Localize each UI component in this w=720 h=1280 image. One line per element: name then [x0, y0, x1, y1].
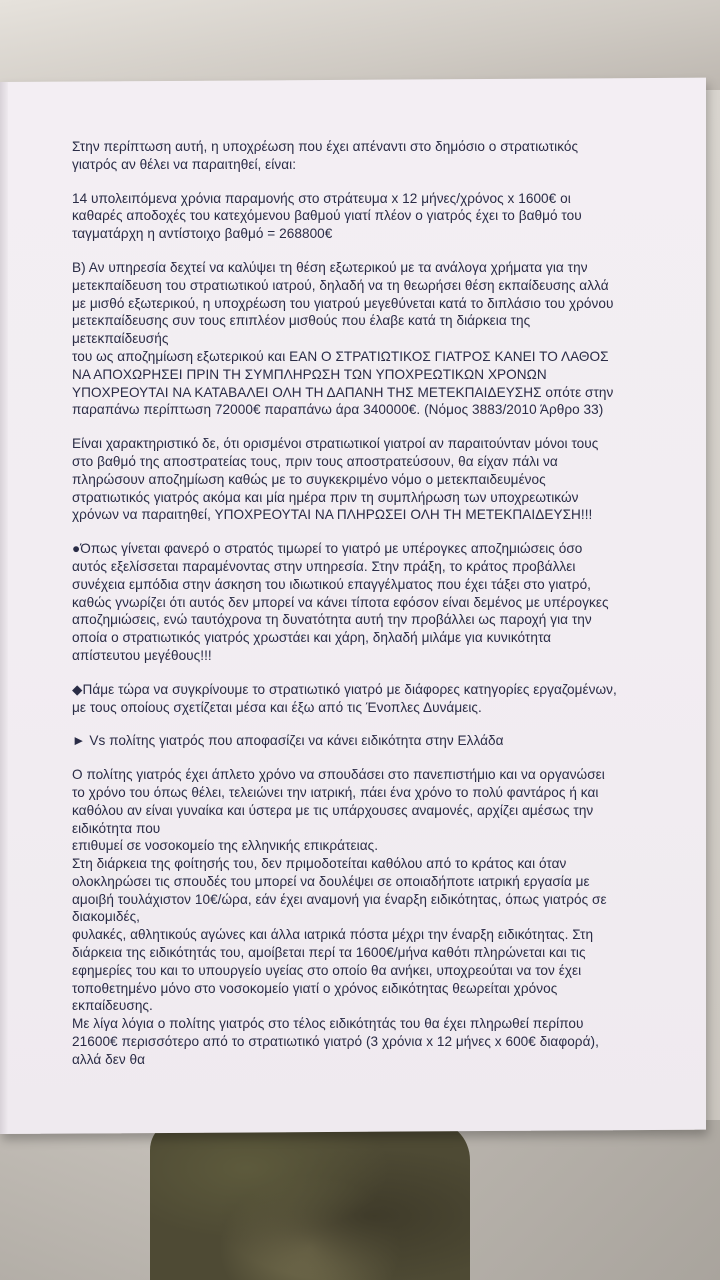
page-edge [0, 82, 8, 1134]
paragraph [72, 681, 682, 717]
text-line: Στη διάρκεια της φοίτησής του, δεν πριμοδοτείται καθόλου από το κράτος και όταν [72, 856, 567, 872]
text-line: Στην περίπτωση αυτή, η υποχρέωση που έχει απέναντι στο δημόσιο ο στρατιωτικός [72, 139, 579, 154]
text-line: καθόλου αν είναι γυναίκα και ύστερα με τις υπάρχουσες αναμονές, αρχίζει αμέσως την [72, 802, 594, 818]
text-line: στο βαθμό της αποστρατείας τους, πριν τους αποστρατεύσουν, θα είχαν πάλι να [72, 453, 558, 469]
text-line: Είναι χαρακτηριστικό δε, ότι ορισμένοι στρατιωτικοί γιατροί αν παραιτούνταν μόνοι τους [72, 436, 599, 452]
background-floor-right [430, 1120, 720, 1280]
text-line: Β) Αν υπηρεσία δεχτεί να καλύψει τη θέση εξωτερικού με τα ανάλογα χρήματα για την [72, 259, 588, 275]
paragraph [72, 766, 682, 1069]
paragraph [72, 138, 682, 174]
text-line: διακομιδές, [72, 909, 140, 925]
background-floor-left [0, 1120, 170, 1280]
text-line: αυτός εξελίσσεται παραμένοντας στην υπηρεσία. Στην πράξη, το κράτος προβάλλει [72, 558, 576, 574]
paragraph [72, 259, 682, 419]
text-line: 14 υπολειπόμενα χρόνια παραμονής στο στράτευμα x 12 μήνες/χρόνος x 1600€ οι [72, 190, 571, 206]
text-line: αποζημιώσεις, ενώ ταυτόχρονα τη δυνατότητα αυτή την προβάλλει ως παροχή για την [72, 612, 592, 628]
text-line: φυλακές, αθλητικούς αγώνες και άλλα ιατρικά πόστα μέχρι την έναρξη ειδικότητας. Στη [72, 927, 594, 943]
text-line: παραπάνω περίπτωση 72000€ παραπάνω άρα 340000€. (Νόμος 3883/2010 Άρθρο 33) [72, 402, 604, 418]
text-line: ●Όπως γίνεται φανερό ο στρατός τιμωρεί το γιατρό με υπέρογκες αποζημιώσεις όσο [72, 541, 583, 557]
paragraph [72, 190, 682, 243]
text-line: μετεκπαίδευσής [72, 331, 169, 347]
text-line: με τους οποίους σχετίζεται μέσα και έξω από τις Ένοπλες Δυνάμεις. [72, 699, 482, 715]
text-line: απίστευτου μεγέθους!!! [72, 647, 212, 663]
text-line: Με λίγα λόγια ο πολίτης γιατρός στο τέλος ειδικότητάς του θα έχει πληρωθεί περίπου [72, 1016, 584, 1032]
text-line: ΥΠΟΧΡΕΟΥΤΑΙ ΝΑ ΚΑΤΑΒΑΛΕΙ ΟΛΗ ΤΗ ΔΑΠΑΝΗ ΤΗΣ ΜΕΤΕΚΠΑΙΔΕΥΣΗΣ οπότε στην [72, 384, 614, 400]
text-line: στρατιωτικός γιατρός ακόμα και μία ημέρα πριν τη συμπλήρωση των υποχρεωτικών [72, 489, 579, 505]
text-line: οποία ο στρατιωτικός γιατρός χρωστάει και χάρη, δηλαδή μιλάμε για κυνικότητα [72, 630, 552, 646]
text-line: καθαρές αποδοχές του κατεχόμενου βαθμού γιατί πλέον ο γιατρός έχει το βαθμό του [72, 208, 582, 224]
paragraph [72, 435, 682, 524]
text-line: το χρόνο του όπως θέλει, τελειώνει την ιατρική, πάει ένα χρόνο το πολύ φαντάρος ή και [72, 784, 599, 800]
text-line: ◆Πάμε τώρα να συγκρίνουμε το στρατιωτικό γιατρό με διάφορες κατηγορίες εργαζομένων, [72, 681, 617, 697]
text-line: εφημερίες του και το υπουργείο υγείας στο οποίο θα ανήκει, υποχρεούται να τον έχει [72, 962, 582, 978]
text-line: με μισθό εξωτερικού, η υποχρέωση του γιατρού μεγεθύνεται κατά το διπλάσιο του χρόνου [72, 295, 614, 311]
text-line: συνέχεια εμπόδια στην άσκηση του ιδιωτικού επαγγέλματος που έχει τάξει στο γιατρό, [72, 576, 592, 592]
background-wall [0, 0, 720, 90]
camouflage-fabric [150, 1120, 470, 1280]
text-line: πληρώσουν αποζημίωση καθώς με το συγκεκριμένο νόμο ο μετεκπαιδευμένος [72, 471, 546, 487]
text-line: εκπαίδευσης. [72, 998, 153, 1014]
text-line: αλλά δεν θα [72, 1051, 146, 1067]
text-line: ► Vs πολίτης γιατρός που αποφασίζει να κάνει ειδικότητα στην Ελλάδα [72, 733, 504, 749]
text-line: μετεκπαίδευση του στρατιωτικού ιατρού, δηλαδή να τη θεωρήσει θέση εκπαίδευσης αλλά [72, 277, 609, 293]
text-line: ειδικότητα που [72, 820, 161, 836]
paragraph [72, 540, 682, 665]
text-line: καθώς γνωρίζει ότι αυτός δεν μπορεί να κάνει τίποτα εφόσον είναι δεμένος με υπέρογκες [72, 594, 609, 610]
text-line: ταγματάρχη η αντίστοιχο βαθμό = 268800€ [72, 226, 333, 242]
text-line: τοποθετημένο μόνο στο νοσοκομείο γιατί ο χρόνος ειδικότητας θεωρείται χρόνος [72, 980, 558, 996]
text-line: αμοιβή τουλάχιστον 10€/ώρα, εάν έχει αναμονή για έναρξη ειδικότητας, όπως γιατρός σε [72, 891, 607, 907]
text-line: διάρκεια της ειδικότητάς του, αμοίβεται περί τα 1600€/μήνα καθότι πληρώνεται και τις [72, 945, 586, 961]
text-line: του ως αποζημίωση εξωτερικού και ΕΑΝ Ο ΣΤΡΑΤΙΩΤΙΚΟΣ ΓΙΑΤΡΟΣ ΚΑΝΕΙ ΤΟ ΛΑΘΟΣ [72, 348, 609, 364]
text-line: Ο πολίτης γιατρός έχει άπλετο χρόνο να σπουδάσει στο πανεπιστήμιο και να οργανώσει [72, 767, 605, 783]
text-line: ΝΑ ΑΠΟΧΩΡΗΣΕΙ ΠΡΙΝ ΤΗ ΣΥΜΠΛΗΡΩΣΗ ΤΩΝ ΥΠΟΧΡΕΩΤΙΚΩΝ ΧΡΟΝΩΝ [72, 366, 547, 382]
text-line: 21600€ περισσότερο από το στρατιωτικό γιατρό (3 χρόνια x 12 μήνες x 600€ διαφορά), [72, 1034, 599, 1050]
paragraph [72, 732, 682, 750]
text-line: γιατρός αν θέλει να παραιτηθεί, είναι: [72, 156, 297, 172]
text-line: χρόνων να παραιτηθεί, ΥΠΟΧΡΕΟΥΤΑΙ ΝΑ ΠΛΗΡΩΣΕΙ ΟΛΗ ΤΗ ΜΕΤΕΚΠΑΙΔΕΥΣΗ!!! [72, 507, 593, 523]
document-text [72, 138, 682, 1085]
text-line: επιθυμεί σε νοσοκομείο της ελληνικής επικράτειας. [72, 838, 379, 854]
text-line: ολοκληρώσει τις σπουδές του μπορεί να δουλέψει σε οποιαδήποτε ιατρική εργασία με [72, 873, 590, 889]
text-line: μετεκπαίδευσης συν τους επιπλέον μισθούς που έλαβε κατά τη διάρκεια της [72, 313, 531, 329]
